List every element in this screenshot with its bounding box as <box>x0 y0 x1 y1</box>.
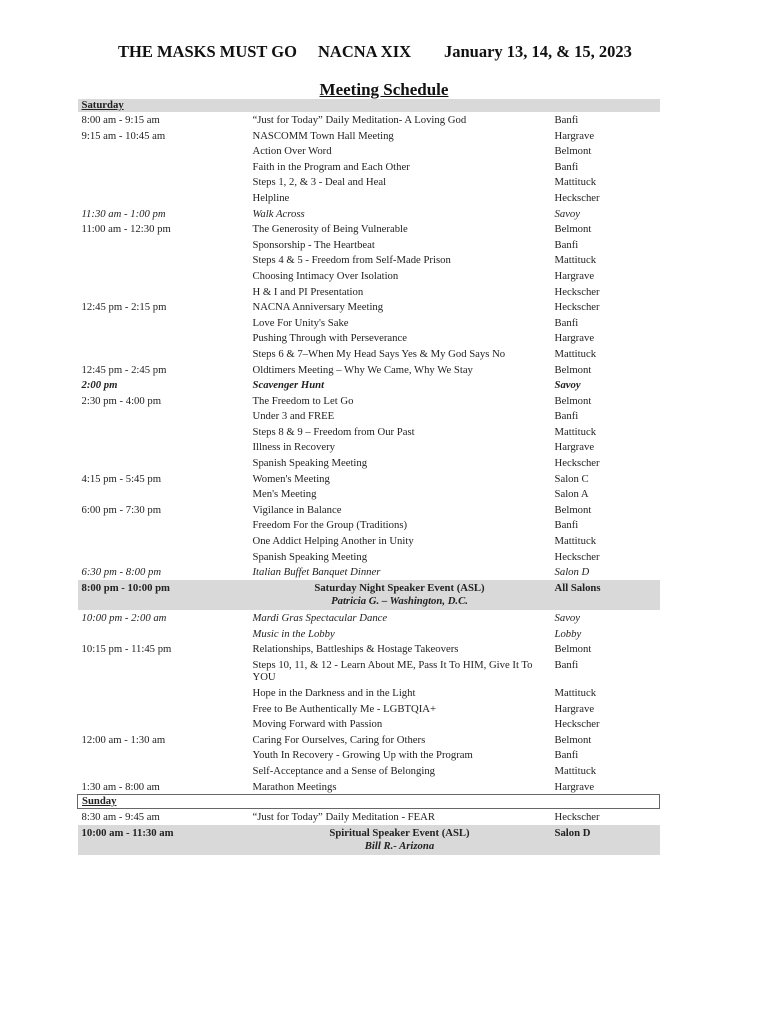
meeting-name: Free to Be Authentically Me - LGBTQIA+ <box>252 702 437 715</box>
meeting-name: Moving Forward with Passion <box>252 718 383 731</box>
meeting-room: Mattituck <box>554 535 597 548</box>
document-header <box>0 42 768 66</box>
meeting-time: 11:30 am - 1:00 pm <box>81 207 166 220</box>
schedule-row <box>78 346 660 362</box>
schedule-row <box>78 362 660 378</box>
meeting-room: Mattituck <box>554 176 597 189</box>
schedule-row <box>78 517 660 533</box>
meeting-room: Belmont <box>554 503 592 516</box>
meeting-time <box>78 174 249 190</box>
schedule-row <box>78 580 660 596</box>
schedule-row <box>78 252 660 268</box>
meeting-name: NACNA Anniversary Meeting <box>252 301 384 314</box>
meeting-name: Pushing Through with Perseverance <box>252 332 407 345</box>
meeting-time <box>78 284 249 300</box>
meeting-time: 10:15 pm - 11:45 pm <box>81 643 172 656</box>
meeting-time <box>78 252 249 268</box>
schedule-row <box>78 657 660 685</box>
meeting-time: 2:30 pm - 4:00 pm <box>81 394 162 407</box>
meeting-time <box>78 330 249 346</box>
meeting-room: Hargrave <box>554 780 595 793</box>
meeting-time <box>78 486 249 502</box>
meeting-time <box>78 439 249 455</box>
schedule-row <box>78 159 660 175</box>
schedule-row <box>78 377 660 393</box>
meeting-room: Salon D <box>554 566 590 579</box>
meeting-name: Women's Meeting <box>252 472 330 485</box>
meeting-name: The Generosity of Being Vulnerable <box>252 223 408 236</box>
meeting-room: Banfi <box>554 238 579 251</box>
meeting-room: Hargrave <box>554 129 595 142</box>
meeting-name: Faith in the Program and Each Other <box>252 160 410 173</box>
meeting-time <box>78 533 249 549</box>
meeting-room: Belmont <box>554 643 592 656</box>
day-header-mid <box>249 795 551 809</box>
schedule-row <box>78 393 660 409</box>
meeting-room: Salon D <box>551 825 660 841</box>
meeting-name: “Just for Today” Daily Meditation - FEAR <box>252 811 435 824</box>
meeting-name: Sponsorship - The Heartbeat <box>252 238 375 251</box>
meeting-room: Banfi <box>554 749 579 762</box>
meeting-time: 8:30 am - 9:45 am <box>81 811 160 824</box>
meeting-time <box>78 143 249 159</box>
meeting-name: Self-Acceptance and a Sense of Belonging <box>252 764 436 777</box>
meeting-name: Scavenger Hunt <box>252 379 325 392</box>
schedule-row <box>78 237 660 253</box>
meeting-time <box>78 190 249 206</box>
meeting-time: 8:00 am - 9:15 am <box>81 114 160 126</box>
schedule-row <box>78 549 660 565</box>
schedule-row <box>78 564 660 580</box>
meeting-time <box>78 346 249 362</box>
meeting-name: Relationships, Battleships & Hostage Takeovers <box>252 643 459 656</box>
meeting-name: Marathon Meetings <box>252 780 337 793</box>
day-header-end <box>551 99 660 112</box>
schedule-row <box>78 143 660 159</box>
header-slogan: THE MASKS MUST GO <box>118 42 297 61</box>
meeting-time <box>78 747 249 763</box>
page-title: Meeting Schedule <box>319 80 449 99</box>
schedule-row <box>78 455 660 471</box>
meeting-name: Hope in the Darkness and in the Light <box>252 686 416 699</box>
speaker-row <box>78 840 660 855</box>
speaker-name: Bill R.- Arizona <box>249 840 551 855</box>
schedule-row <box>78 716 660 732</box>
schedule-row <box>78 206 660 222</box>
meeting-room: Heckscher <box>554 285 600 298</box>
meeting-time: 1:30 am - 8:00 am <box>81 780 160 793</box>
schedule-row <box>78 174 660 190</box>
header-event: NACNA XIX <box>318 42 412 61</box>
schedule-row <box>78 701 660 717</box>
meeting-room: Mattituck <box>554 425 597 438</box>
meeting-name: Oldtimers Meeting – Why We Came, Why We Stay <box>252 363 473 376</box>
meeting-time: 2:00 pm <box>81 379 118 392</box>
meeting-name: Choosing Intimacy Over Isolation <box>252 269 399 282</box>
meeting-time <box>78 626 249 642</box>
schedule-row <box>78 128 660 144</box>
meeting-time <box>78 237 249 253</box>
meeting-room: Heckscher <box>554 811 600 824</box>
day-header-sunday <box>78 795 660 809</box>
meeting-room: Savoy <box>554 207 581 220</box>
schedule-row <box>78 268 660 284</box>
schedule-row <box>78 685 660 701</box>
meeting-name: Music in the Lobby <box>252 627 335 640</box>
meeting-room: Salon C <box>554 472 589 485</box>
speaker-spacer <box>551 840 660 855</box>
day-name: Sunday <box>78 795 249 809</box>
meeting-room: Hargrave <box>554 332 595 345</box>
schedule-row <box>78 486 660 502</box>
meeting-time <box>78 408 249 424</box>
meeting-room: Belmont <box>554 223 592 236</box>
meeting-time <box>78 517 249 533</box>
meeting-name: Italian Buffet Banquet Dinner <box>252 566 381 579</box>
meeting-room: Belmont <box>554 394 592 407</box>
meeting-time <box>78 268 249 284</box>
meeting-room: Salon A <box>554 488 589 501</box>
meeting-room: Mattituck <box>554 347 597 360</box>
meeting-name: One Addict Helping Another in Unity <box>252 535 414 548</box>
meeting-room: Heckscher <box>554 457 600 470</box>
meeting-time: 11:00 am - 12:30 pm <box>81 223 171 236</box>
schedule-row <box>78 315 660 331</box>
header-dates: January 13, 14, & 15, 2023 <box>444 42 632 61</box>
meeting-room: Savoy <box>554 379 581 392</box>
meeting-room: Heckscher <box>554 718 600 731</box>
meeting-time <box>78 701 249 717</box>
meeting-time <box>78 685 249 701</box>
speaker-row <box>78 595 660 610</box>
meeting-room: Banfi <box>554 316 579 329</box>
meeting-name: H & I and PI Presentation <box>252 285 364 298</box>
meeting-time: 12:45 pm - 2:45 pm <box>81 363 167 376</box>
meeting-room: Mattituck <box>554 686 597 699</box>
meeting-room: Hargrave <box>554 269 595 282</box>
meeting-name: Steps 6 & 7–When My Head Says Yes & My God Says No <box>252 347 506 360</box>
schedule-row <box>78 825 660 841</box>
schedule-row <box>78 779 660 795</box>
schedule-row <box>78 471 660 487</box>
meeting-time: 12:00 am - 1:30 am <box>81 733 166 746</box>
meeting-name: Spanish Speaking Meeting <box>252 457 368 470</box>
meeting-name: Helpline <box>252 191 290 204</box>
meeting-time: 8:00 pm - 10:00 pm <box>78 580 249 596</box>
meeting-name: Steps 10, 11, & 12 - Learn About ME, Pass It To HIM, Give It To YOU <box>252 658 533 684</box>
meeting-name: “Just for Today” Daily Meditation- A Loving God <box>252 114 467 126</box>
meeting-name: Vigilance in Balance <box>252 503 342 516</box>
meeting-time: 10:00 am - 11:30 am <box>78 825 249 841</box>
schedule-row <box>78 763 660 779</box>
day-header-mid <box>249 99 551 112</box>
schedule-row <box>78 641 660 657</box>
meeting-room: Belmont <box>554 145 592 158</box>
meeting-room: Banfi <box>554 519 579 532</box>
schedule-row <box>78 533 660 549</box>
speaker-spacer <box>551 595 660 610</box>
meeting-name: Steps 4 & 5 - Freedom from Self-Made Prison <box>252 254 451 267</box>
schedule-row <box>78 299 660 315</box>
meeting-name: Freedom For the Group (Traditions) <box>252 519 408 532</box>
meeting-room: Mattituck <box>554 254 597 267</box>
meeting-time: 9:15 am - 10:45 am <box>81 129 166 142</box>
meeting-time: 6:00 pm - 7:30 pm <box>81 503 162 516</box>
meeting-room: Banfi <box>554 658 579 671</box>
meeting-name: Walk Across <box>252 207 305 220</box>
schedule-row <box>78 747 660 763</box>
day-name: Saturday <box>78 99 249 112</box>
day-header-saturday <box>78 99 660 112</box>
meeting-time <box>78 549 249 565</box>
schedule-row <box>78 626 660 642</box>
schedule-row <box>78 809 660 825</box>
speaker-spacer <box>78 595 249 610</box>
meeting-time <box>78 455 249 471</box>
meeting-room: Heckscher <box>554 550 600 563</box>
schedule-row <box>78 610 660 626</box>
meeting-time: 12:45 pm - 2:15 pm <box>81 301 167 314</box>
meeting-name: Action Over Word <box>252 145 332 158</box>
speaker-spacer <box>78 840 249 855</box>
meeting-time <box>78 159 249 175</box>
meeting-time <box>78 424 249 440</box>
schedule-row <box>78 439 660 455</box>
meeting-name: The Freedom to Let Go <box>252 394 354 407</box>
meeting-room: Mattituck <box>554 764 597 777</box>
meeting-name: Mardi Gras Spectacular Dance <box>252 612 388 624</box>
meeting-name: Youth In Recovery - Growing Up with the Program <box>252 749 473 762</box>
meeting-room: Lobby <box>554 627 582 640</box>
meeting-time <box>78 716 249 732</box>
meeting-name: Illness in Recovery <box>252 441 336 454</box>
meeting-name: Love For Unity's Sake <box>252 316 349 329</box>
meeting-room: Hargrave <box>554 441 595 454</box>
meeting-name: Under 3 and FREE <box>252 410 335 423</box>
meeting-name: Steps 8 & 9 – Freedom from Our Past <box>252 425 415 438</box>
meeting-name: NASCOMM Town Hall Meeting <box>252 129 394 142</box>
meeting-room: Belmont <box>554 733 592 746</box>
day-header-end <box>551 795 660 809</box>
schedule-row <box>78 112 660 128</box>
schedule-row <box>78 408 660 424</box>
meeting-room: All Salons <box>551 580 660 596</box>
meeting-time: 10:00 pm - 2:00 am <box>81 612 167 624</box>
meeting-room: Hargrave <box>554 702 595 715</box>
speaker-name: Patricia G. – Washington, D.C. <box>249 595 551 610</box>
meeting-room: Banfi <box>554 114 579 126</box>
schedule-row <box>78 190 660 206</box>
meeting-room: Banfi <box>554 160 579 173</box>
meeting-time <box>78 763 249 779</box>
schedule-table <box>77 99 660 855</box>
meeting-name: Spiritual Speaker Event (ASL) <box>249 825 551 841</box>
meeting-room: Belmont <box>554 363 592 376</box>
meeting-time: 6:30 pm - 8:00 pm <box>81 566 162 579</box>
meeting-room: Heckscher <box>554 301 600 314</box>
meeting-time <box>78 657 249 685</box>
meeting-time <box>78 315 249 331</box>
meeting-name: Spanish Speaking Meeting <box>252 550 368 563</box>
meeting-room: Banfi <box>554 410 579 423</box>
meeting-room: Heckscher <box>554 191 600 204</box>
meeting-name: Saturday Night Speaker Event (ASL) <box>249 580 551 596</box>
meeting-name: Caring For Ourselves, Caring for Others <box>252 733 426 746</box>
schedule-row <box>78 732 660 748</box>
schedule-row <box>78 330 660 346</box>
meeting-name: Steps 1, 2, & 3 - Deal and Heal <box>252 176 387 189</box>
meeting-room: Savoy <box>554 612 581 624</box>
schedule-row <box>78 424 660 440</box>
schedule-row <box>78 221 660 237</box>
schedule-row <box>78 502 660 518</box>
meeting-name: Men's Meeting <box>252 488 317 501</box>
schedule-row <box>78 284 660 300</box>
meeting-time: 4:15 pm - 5:45 pm <box>81 472 162 485</box>
